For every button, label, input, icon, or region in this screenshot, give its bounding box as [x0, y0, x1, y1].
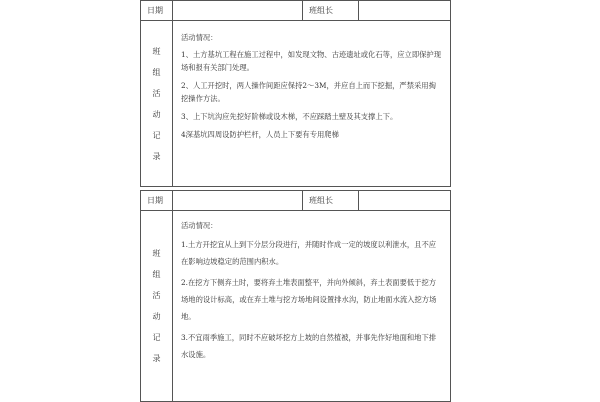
- activity-content: [173, 21, 450, 186]
- header-row: [141, 1, 450, 21]
- activity-record-table-1: [140, 0, 451, 187]
- activity-content: [173, 211, 450, 401]
- team-leader-value-cell: [359, 191, 450, 210]
- team-leader-label: 班组长: [303, 191, 359, 210]
- team-leader-value-cell: [359, 1, 450, 20]
- activity-item: 2、人工开挖时，两人操作间距应保持2～3M，并应自上而下挖掘，严禁采用掏挖操作方法。: [181, 81, 436, 103]
- body-row: [141, 211, 450, 401]
- side-label: 班组活动记录: [152, 249, 161, 363]
- activity-heading: 活动情况：: [181, 33, 218, 42]
- side-label-cell: [141, 21, 173, 186]
- activity-item: 3.不宜雨季施工，同时不应破坏挖方上坡的自然植被，并事先作好地面和地下排水设施。: [181, 333, 437, 359]
- activity-record-table-2: [140, 190, 451, 402]
- body-row: [141, 21, 450, 186]
- side-label: 班组活动记录: [152, 46, 161, 161]
- date-value-cell: [173, 191, 303, 210]
- date-label: 日期: [141, 191, 173, 210]
- header-row: [141, 191, 450, 211]
- side-label-cell: [141, 211, 173, 401]
- activity-item: 4深基坑四周设防护栏杆，人员上下要有专用爬梯: [181, 130, 339, 139]
- date-value-cell: [173, 1, 303, 20]
- activity-heading: 活动情况：: [181, 221, 218, 230]
- date-label: 日期: [141, 1, 173, 20]
- activity-item: 1、土方基坑工程在施工过程中，如发现文物、古迹遗址或化石等，应立即保护现场和报有关部门处理。: [181, 50, 442, 72]
- activity-item: 2.在挖方下侧弃土时，要将弃土堆表面整平，并向外倾斜，弃土表面要低于挖方场地的设计标高，或在弃土堆与挖方场地间设置排水沟，防止地面水流入挖方场地。: [181, 278, 437, 321]
- activity-item: 1.土方开挖宜从上到下分层分段进行，并随时作成一定的坡度以利泄水，且不应在影响边坡稳定的范围内积水。: [181, 240, 437, 266]
- team-leader-label: 班组长: [303, 1, 359, 20]
- activity-item: 3、上下坑沟应先挖好阶梯或设木梯，不应踩踏土壁及其支撑上下。: [181, 112, 398, 121]
